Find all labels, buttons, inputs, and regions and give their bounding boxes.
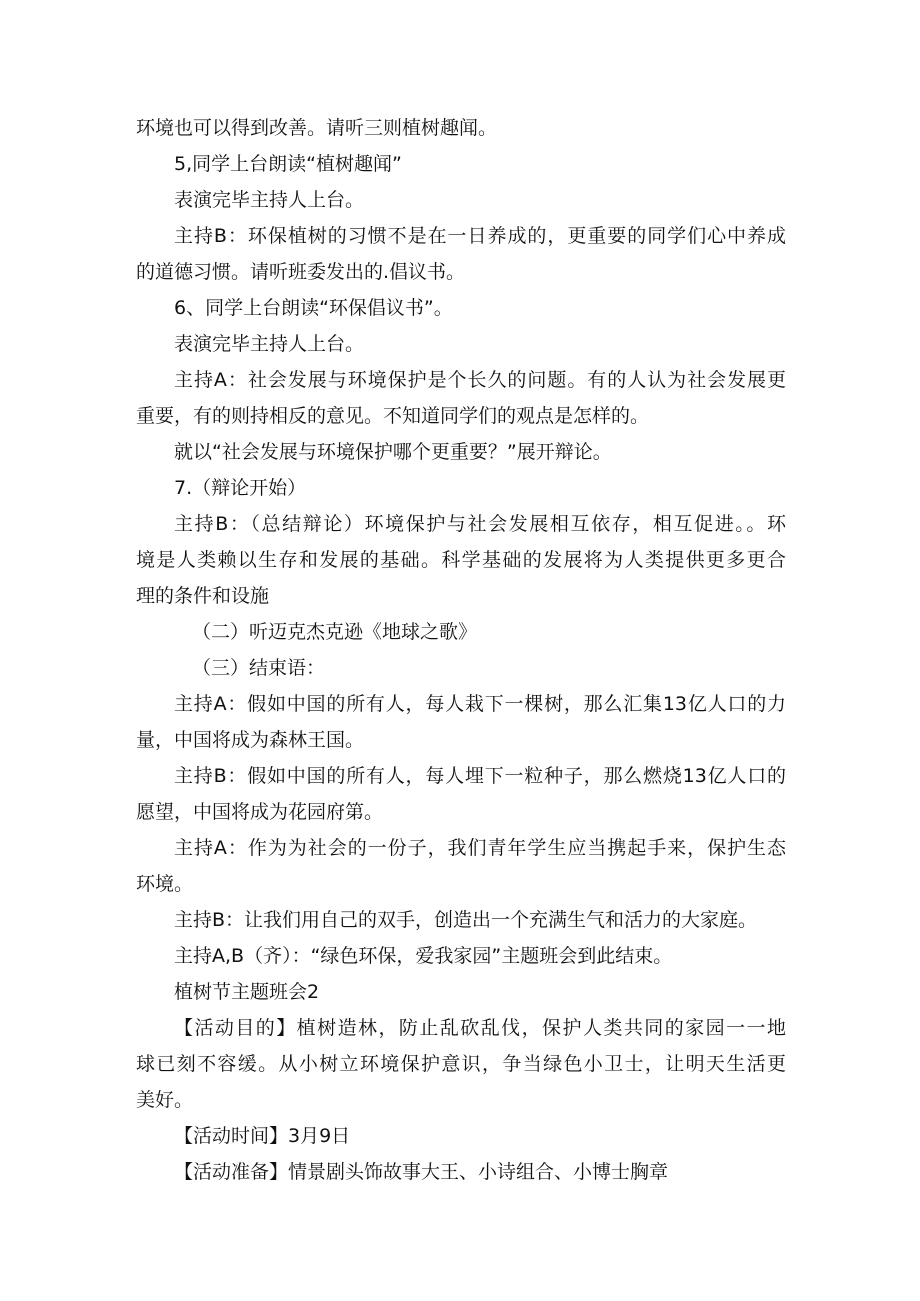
text-line: 主持A：作为为社会的一份子，我们青年学生应当携起手来，保护生态 xyxy=(174,837,786,859)
text-line: 环境也可以得到改善。请听三则植树趣闻。 xyxy=(136,117,498,139)
text-line: 就以“社会发展与环境保护哪个更重要？”展开辩论。 xyxy=(174,441,612,463)
text-line: 主持B：（总结辩论）环境保护与社会发展相互依存，相互促进。。环 xyxy=(174,513,786,535)
text-line: 环境。 xyxy=(136,873,194,895)
text-line: 主持A：假如中国的所有人，每人栽下一棵树，那么汇集13亿人口的力 xyxy=(174,693,786,715)
text-line: 【活动目的】植树造林，防止乱砍乱伐，保护人类共同的家园一一地 xyxy=(174,1017,786,1039)
text-line: 量，中国将成为森林王国。 xyxy=(136,729,365,751)
text-line: 重要，有的则持相反的意见。不知道同学们的观点是怎样的。 xyxy=(136,405,650,427)
text-line: （二）听迈克杰克逊《地球之歌》 xyxy=(192,621,478,643)
text-line: 美好。 xyxy=(136,1089,194,1111)
text-line: 理的条件和设施 xyxy=(136,585,270,607)
text-line: 表演完毕主持人上台。 xyxy=(174,189,365,211)
text-line: 5,同学上台朗读“植树趣闻” xyxy=(174,153,402,175)
text-line: 愿望，中国将成为花园府第。 xyxy=(136,801,384,823)
text-line: 境是人类赖以生存和发展的基础。科学基础的发展将为人类提供更多更合 xyxy=(136,549,786,571)
text-line: 主持A,B（齐）：“绿色环保，爱我家园”主题班会到此结束。 xyxy=(174,945,673,967)
text-line: 6、同学上台朗读“环保倡议书”。 xyxy=(174,297,453,319)
text-line: 主持B：让我们用自己的双手，创造出一个充满生气和活力的大家庭。 xyxy=(174,909,758,931)
section-heading: 植树节主题班会2 xyxy=(174,981,320,1003)
text-line: 的道德习惯。请听班委发出的.倡议书。 xyxy=(136,261,466,283)
text-line: 【活动准备】情景剧头饰故事大王、小诗组合、小博士胸章 xyxy=(174,1161,669,1183)
text-line: 主持A：社会发展与环境保护是个长久的问题。有的人认为社会发展更 xyxy=(174,369,786,391)
text-line: 【活动时间】3月9日 xyxy=(174,1125,351,1147)
text-line: 球已刻不容缓。从小树立环境保护意识，争当绿色小卫士，让明天生活更 xyxy=(136,1053,786,1075)
text-line: （三）结束语： xyxy=(192,657,326,679)
text-line: 7.（辩论开始） xyxy=(174,477,307,499)
text-line: 主持B：假如中国的所有人，每人埋下一粒种子，那么燃烧13亿人口的 xyxy=(174,765,786,787)
text-line: 表演完毕主持人上台。 xyxy=(174,333,365,355)
text-line: 主持B：环保植树的习惯不是在一日养成的，更重要的同学们心中养成 xyxy=(174,225,786,247)
document-body xyxy=(136,110,786,1190)
